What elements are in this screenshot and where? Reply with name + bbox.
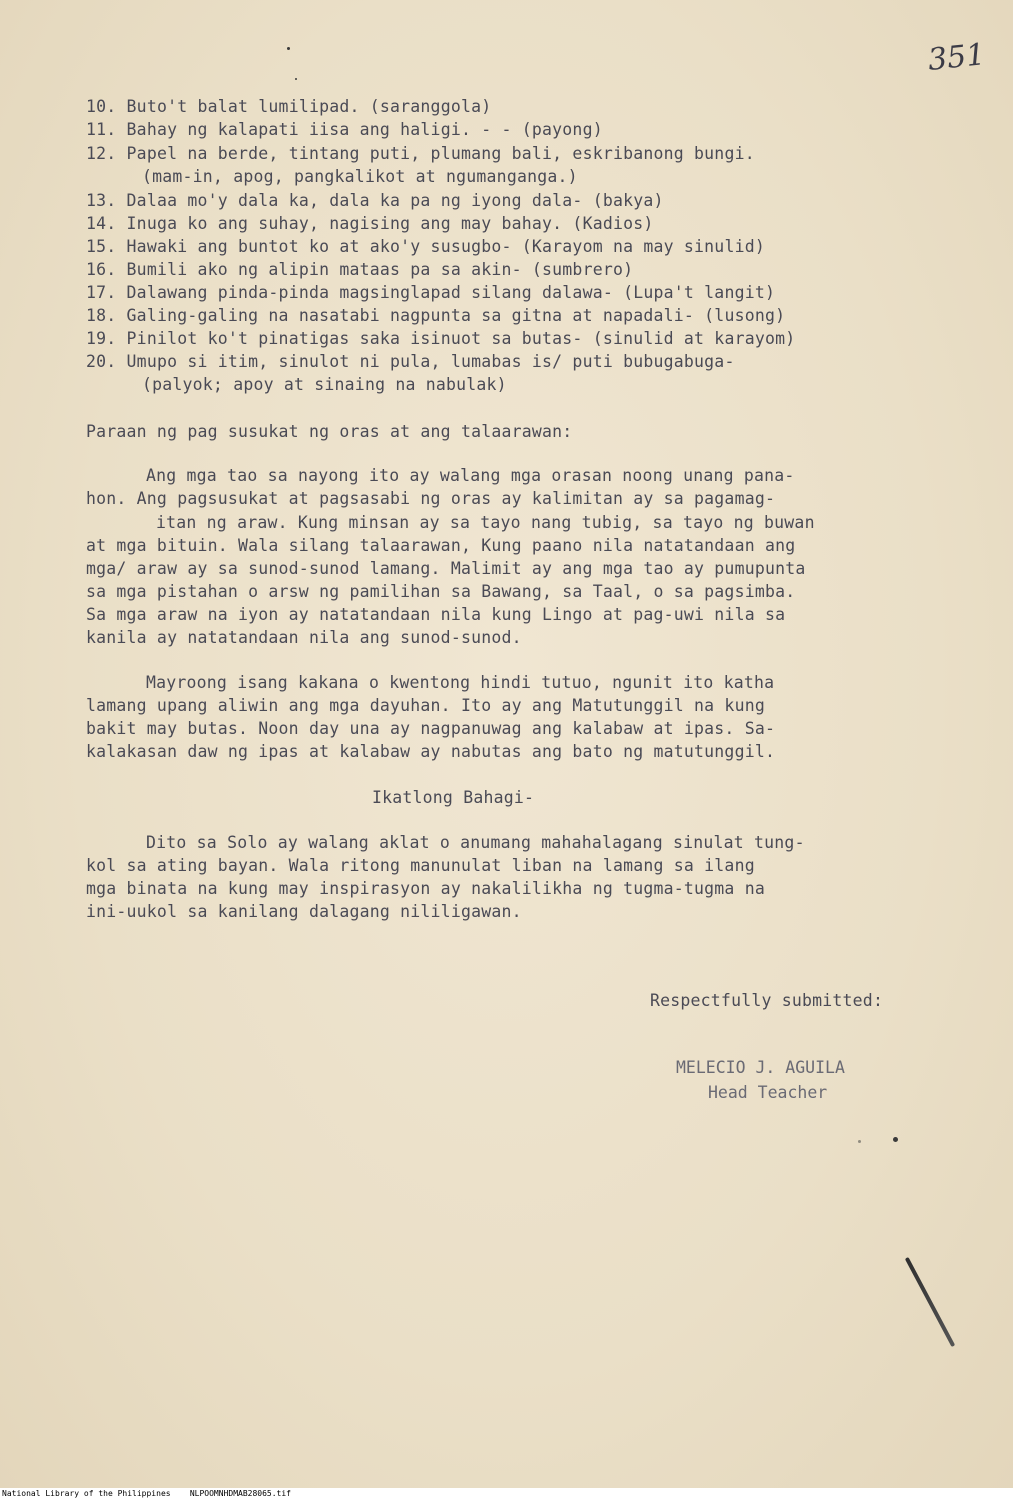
paragraph-line: mga/ araw ay sa sunod-sunod lamang. Malimit ay ang mga tao ay pumupunta <box>86 559 806 578</box>
riddle-number: 16. <box>86 260 117 279</box>
riddle-item <box>86 260 633 280</box>
signer-name: MELECIO J. AGUILA <box>676 1058 845 1077</box>
ink-scratch <box>905 1257 955 1347</box>
riddle-item <box>86 329 795 349</box>
paragraph-line: itan ng araw. Kung minsan ay sa tayo nang tubig, sa tayo ng buwan <box>156 513 815 532</box>
ink-speck <box>295 78 297 80</box>
part-heading: Ikatlong Bahagi- <box>372 788 535 807</box>
riddle-text: Bumili ako ng alipin mataas pa sa akin- (sumbrero) <box>126 260 634 279</box>
paragraph-line: bakit may butas. Noon day una ay nagpanuwag ang kalabaw at ipas. Sa- <box>86 719 776 738</box>
riddle-item <box>86 191 664 211</box>
footer-source: National Library of the Philippines <box>2 1489 171 1498</box>
paragraph-line: kol sa ating bayan. Wala ritong manunulat liban na lamang sa ilang <box>86 856 755 875</box>
riddle-text: Dalawang pinda-pinda magsinglapad silang dalawa- (Lupa't langit) <box>126 283 776 302</box>
closing-text: Respectfully submitted: <box>650 991 884 1010</box>
riddle-number: 10. <box>86 97 117 116</box>
paragraph-line: kalakasan daw ng ipas at kalabaw ay nabutas ang bato ng matutunggil. <box>86 742 776 761</box>
riddle-text: Pinilot ko't pinatigas saka isinuot sa butas- (sinulid at karayom) <box>126 329 796 348</box>
riddle-item <box>142 375 507 395</box>
riddle-item <box>86 120 603 140</box>
riddle-number: 12. <box>86 144 117 163</box>
riddle-item <box>86 283 775 303</box>
signer-title: Head Teacher <box>708 1083 828 1102</box>
riddle-item <box>142 167 578 187</box>
paragraph-line: hon. Ang pagsusukat at pagsasabi ng oras ay kalimitan ay sa pagamag- <box>86 489 776 508</box>
paragraph-line: Mayroong isang kakana o kwentong hindi tutuo, ngunit ito katha <box>146 673 775 692</box>
riddle-number: 17. <box>86 283 117 302</box>
riddle-text: (palyok; apoy at sinaing na nabulak) <box>142 375 507 394</box>
riddle-text: Papel na berde, tintang puti, plumang bali, eskribanong bungi. <box>126 144 755 163</box>
riddle-text: (mam-in, apog, pangkalikot at ngumanganga.) <box>142 167 578 186</box>
paragraph-line: at mga bituin. Wala silang talaarawan, Kung paano nila natatandaan ang <box>86 536 796 555</box>
riddle-text: Bahay ng kalapati iisa ang haligi. - - (payong) <box>126 120 603 139</box>
ink-speck <box>858 1140 861 1143</box>
riddle-number: 11. <box>86 120 117 139</box>
riddle-item <box>86 306 785 326</box>
riddle-item <box>86 214 654 234</box>
riddle-number: 15. <box>86 237 117 256</box>
riddle-number: 13. <box>86 191 117 210</box>
riddle-text: Galing-galing na nasatabi nagpunta sa gitna at napadali- (lusong) <box>126 306 786 325</box>
ink-speck <box>287 47 290 50</box>
riddle-item <box>86 97 491 117</box>
riddle-item <box>86 144 755 164</box>
section-heading: Paraan ng pag susukat ng oras at ang talaarawan: <box>86 422 573 441</box>
riddle-number: 18. <box>86 306 117 325</box>
riddle-item <box>86 352 735 372</box>
riddle-item <box>86 237 765 257</box>
riddle-text: Buto't balat lumilipad. (saranggola) <box>126 97 492 116</box>
footer-file: NLPOOMNHDMAB28065.tif <box>189 1489 291 1498</box>
paragraph-line: ini-uukol sa kanilang dalagang nililigawan. <box>86 902 522 921</box>
paragraph-line: Ang mga tao sa nayong ito ay walang mga orasan noong unang pana- <box>146 466 795 485</box>
ink-speck <box>893 1137 898 1142</box>
paragraph-line: Sa mga araw na iyon ay natatandaan nila kung Lingo at pag-uwi nila sa <box>86 605 786 624</box>
page-number: 351 <box>926 37 987 78</box>
paragraph-line: lamang upang aliwin ang mga dayuhan. Ito ay ang Matutunggil na kung <box>86 696 765 715</box>
riddle-text: Hawaki ang buntot ko at ako'y susugbo- (Karayom na may sinulid) <box>126 237 765 256</box>
riddle-number: 20. <box>86 352 117 371</box>
paragraph-line: mga binata na kung may inspirasyon ay nakalilikha ng tugma-tugma na <box>86 879 765 898</box>
paragraph-line: Dito sa Solo ay walang aklat o anumang mahahalagang sinulat tung- <box>146 833 805 852</box>
paragraph-line: kanila ay natatandaan nila ang sunod-sunod. <box>86 628 522 647</box>
riddle-number: 14. <box>86 214 117 233</box>
paragraph-line: sa mga pistahan o arsw ng pamilihan sa Bawang, sa Taal, o sa pagsimba. <box>86 582 796 601</box>
riddle-text: Inuga ko ang suhay, nagising ang may bahay. (Kadios) <box>126 214 654 233</box>
riddle-text: Dalaa mo'y dala ka, dala ka pa ng iyong dala- (bakya) <box>126 191 664 210</box>
riddle-number: 19. <box>86 329 117 348</box>
scan-footer <box>0 1488 1013 1500</box>
riddle-text: Umupo si itim, sinulot ni pula, lumabas is/ puti bubugabuga- <box>126 352 735 371</box>
